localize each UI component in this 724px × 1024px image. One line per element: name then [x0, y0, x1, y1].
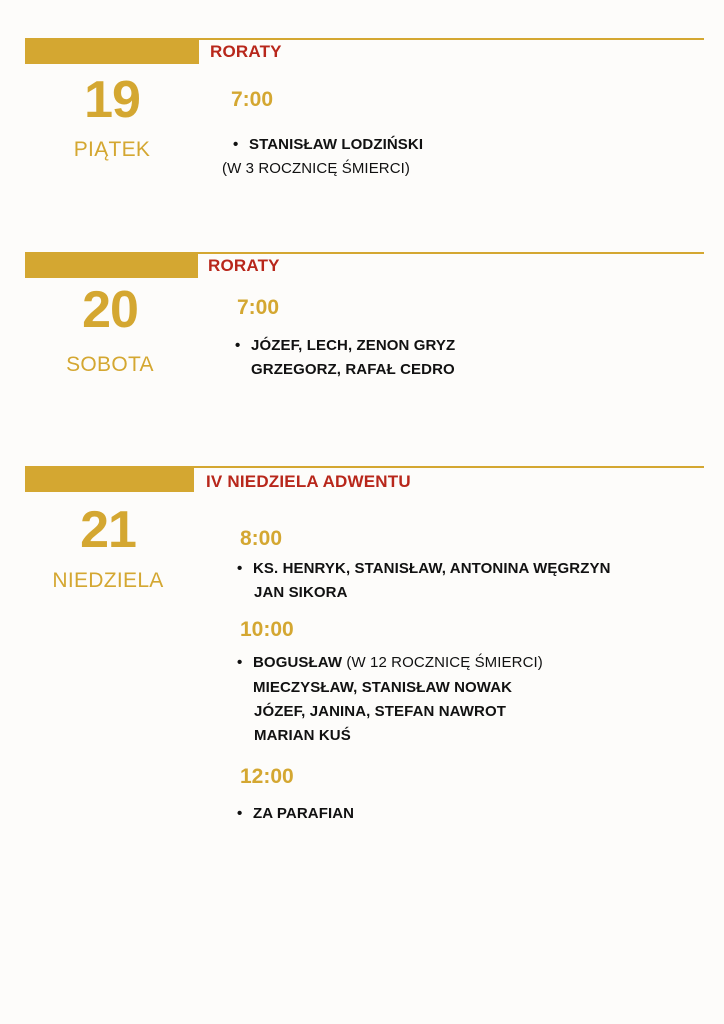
- day-number: 20: [82, 281, 138, 339]
- mass-time: 7:00: [237, 296, 280, 319]
- intention-note: (W 3 ROCZNICĘ ŚMIERCI): [222, 160, 411, 177]
- bullet-icon: •: [235, 337, 241, 354]
- intention-line: [237, 654, 543, 671]
- intention-note: (W 12 ROCZNICĘ ŚMIERCI): [342, 654, 543, 671]
- intention-line: JÓZEF, JANINA, STEFAN NAWROT: [254, 703, 506, 720]
- day-name: PIĄTEK: [73, 138, 151, 161]
- intention-line: JAN SIKORA: [254, 584, 348, 601]
- bullet-icon: •: [237, 560, 243, 577]
- bullet-icon: •: [237, 654, 243, 671]
- intention-text: ZA PARAFIAN: [253, 805, 355, 822]
- day-header-rule: [198, 252, 704, 254]
- intention-line: MIECZYSŁAW, STANISŁAW NOWAK: [253, 679, 513, 696]
- event-title: RORATY: [210, 42, 282, 61]
- intention-line: MARIAN KUŚ: [254, 727, 351, 744]
- event-title: IV NIEDZIELA ADWENTU: [206, 472, 411, 491]
- day-header-rule: [194, 466, 704, 468]
- intention-text: KS. HENRYK, STANISŁAW, ANTONINA WĘGRZYN: [253, 560, 611, 577]
- day-number: 21: [80, 501, 136, 559]
- bullet-icon: •: [233, 136, 239, 153]
- day-name: SOBOTA: [66, 353, 154, 376]
- day-header-rule: [199, 38, 704, 40]
- mass-time: 7:00: [231, 88, 274, 111]
- intention-line: [233, 136, 423, 153]
- event-title: RORATY: [208, 256, 280, 275]
- intention-line: GRZEGORZ, RAFAŁ CEDRO: [251, 361, 455, 378]
- day-number: 19: [84, 71, 140, 129]
- intention-line: [237, 805, 354, 822]
- day-header-bar: [25, 466, 194, 492]
- mass-time: 12:00: [240, 765, 294, 788]
- day-header-bar: [25, 38, 199, 64]
- intention-text: JÓZEF, LECH, ZENON GRYZ: [251, 337, 456, 354]
- mass-time: 10:00: [240, 618, 294, 641]
- day-header-bar: [25, 252, 198, 278]
- intention-text: STANISŁAW LODZIŃSKI: [249, 136, 424, 153]
- intention-line: [235, 337, 455, 354]
- bullet-icon: •: [237, 805, 243, 822]
- mass-time: 8:00: [240, 527, 283, 550]
- day-name: NIEDZIELA: [52, 569, 164, 592]
- intention-text: BOGUSŁAW: [253, 654, 343, 671]
- intention-line: [237, 560, 611, 577]
